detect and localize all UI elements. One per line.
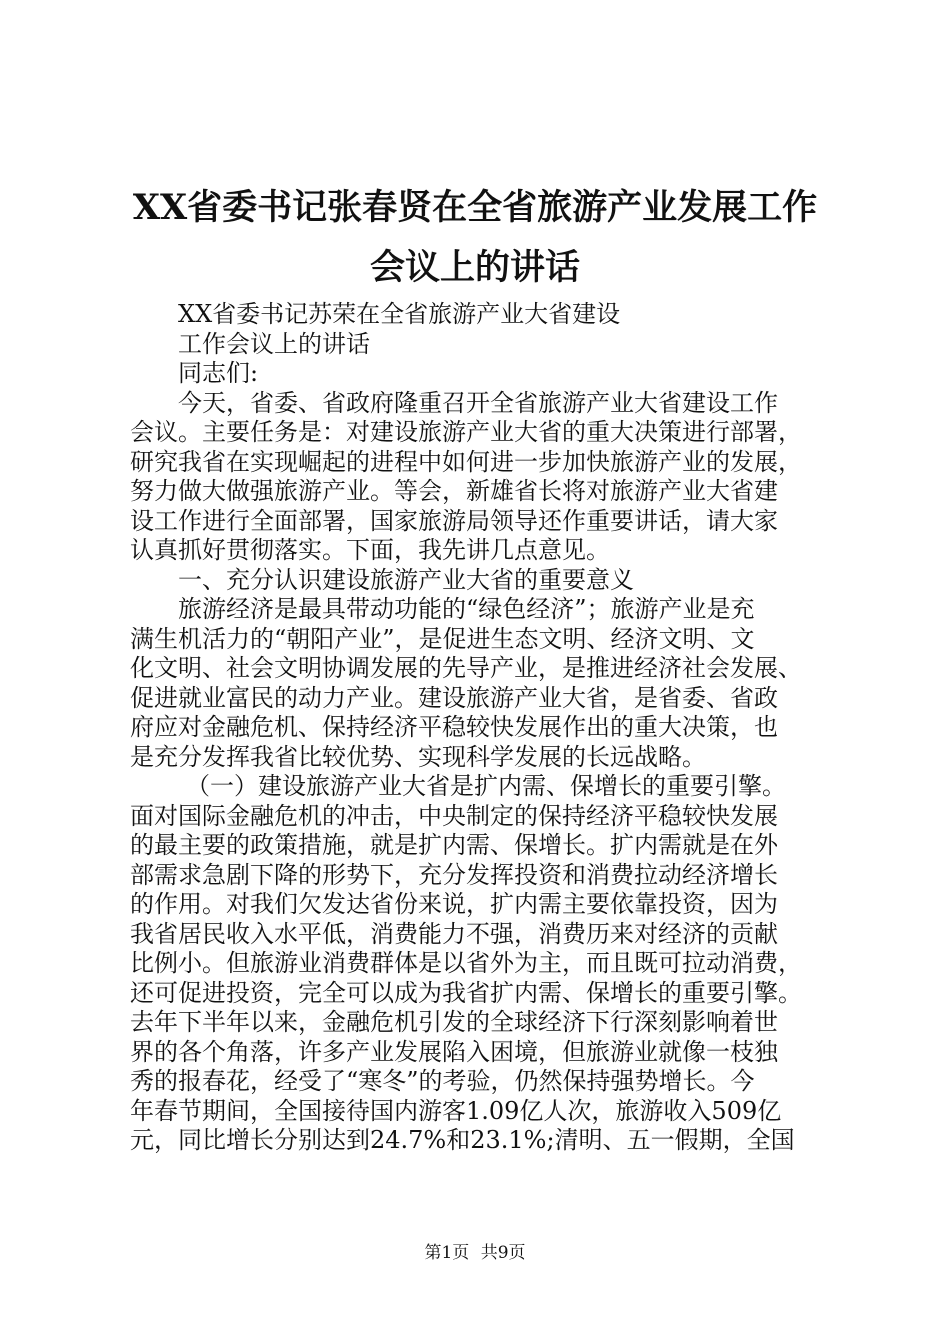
text-line: 元，同比增长分别达到24.7%和23.1%;清明、五一假期，全国: [130, 1126, 795, 1154]
text-line: 促进就业富民的动力产业。建设旅游产业大省，是省委、省政: [130, 683, 778, 712]
page-number: 第1页: [424, 1243, 470, 1263]
text-line: XX省委书记苏荣在全省旅游产业大省建设: [178, 300, 621, 328]
text-line: 比例小。但旅游业消费群体是以省外为主，而且既可拉动消费，: [130, 949, 802, 977]
text-line: 努力做大做强旅游产业。等会，新雄省长将对旅游产业大省建: [130, 477, 778, 505]
text-line: 设工作进行全面部署，国家旅游局领导还作重要讲话，请大家: [130, 506, 778, 535]
text-line: 工作会议上的讲话: [178, 329, 370, 358]
text-line: 年春节期间，全国接待国内游客1.09亿人次，旅游收入509亿: [130, 1096, 782, 1125]
text-line: 一、充分认识建设旅游产业大省的重要意义: [178, 565, 634, 594]
text-line: 的最主要的政策措施，就是扩内需、保增长。扩内需就是在外: [130, 831, 778, 859]
document-title-line-1: XX省委书记张春贤在全省旅游产业发展工作: [132, 187, 818, 228]
text-line: 还可促进投资，完全可以成为我省扩内需、保增长的重要引擎。: [130, 978, 802, 1007]
text-line: 界的各个角落，许多产业发展陷入困境，但旅游业就像一枝独: [130, 1037, 778, 1066]
page-footer: [0, 1243, 950, 1263]
text-line: 同志们:: [178, 359, 259, 387]
page-total: 共9页: [480, 1243, 526, 1263]
text-line: 去年下半年以来，金融危机引发的全球经济下行深刻影响着世: [130, 1008, 778, 1036]
text-line: 满生机活力的“朝阳产业”，是促进生态文明、经济文明、文: [130, 624, 755, 653]
text-line: 旅游经济是最具带动功能的“绿色经济”；旅游产业是充: [178, 595, 755, 623]
text-line: 是充分发挥我省比较优势、实现科学发展的长远战略。: [130, 742, 706, 771]
text-line: 认真抓好贯彻落实。下面，我先讲几点意见。: [130, 536, 610, 564]
text-line: 部需求急剧下降的形势下，充分发挥投资和消费拉动经济增长: [130, 860, 778, 889]
text-line: 会议。主要任务是：对建设旅游产业大省的重大决策进行部署，: [130, 418, 802, 446]
text-line: 的作用。对我们欠发达省份来说，扩内需主要依靠投资，因为: [130, 890, 778, 918]
text-line: 秀的报春花，经受了“寒冬”的考验，仍然保持强势增长。今: [130, 1067, 755, 1095]
text-line: 化文明、社会文明协调发展的先导产业，是推进经济社会发展、: [130, 654, 802, 682]
text-line: （一）建设旅游产业大省是扩内需、保增长的重要引擎。: [186, 772, 786, 800]
text-line: 我省居民收入水平低，消费能力不强，消费历来对经济的贡献: [130, 919, 778, 948]
text-line: 研究我省在实现崛起的进程中如何进一步加快旅游产业的发展，: [130, 447, 802, 476]
text-line: 今天，省委、省政府隆重召开全省旅游产业大省建设工作: [178, 388, 778, 417]
document-title-line-2: 会议上的讲话: [369, 247, 580, 288]
text-line: 面对国际金融危机的冲击，中央制定的保持经济平稳较快发展: [130, 801, 778, 830]
document-body: [130, 300, 830, 1156]
text-line: 府应对金融危机、保持经济平稳较快发展作出的重大决策，也: [130, 713, 778, 741]
